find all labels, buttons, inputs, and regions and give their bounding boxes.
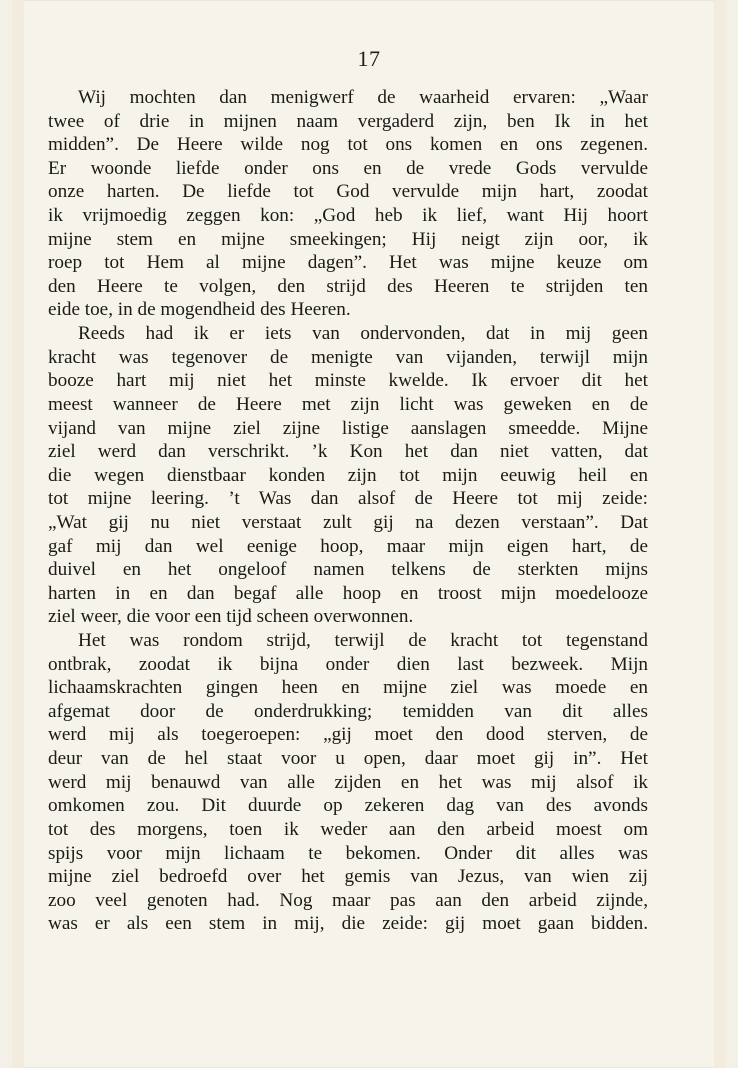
text-line: meest wanneer de Heere met zijn licht was geweken en de [48, 393, 648, 415]
text-line: zoo veel genoten had. Nog maar pas aan den arbeid zijnde, [48, 889, 648, 911]
text-line: vijand van mijne ziel zijne listige aanslagen smeedde. Mijne [48, 417, 648, 439]
page-number: 17 [357, 46, 381, 71]
book-page [12, 0, 726, 1068]
text-line: Reeds had ik er iets van ondervonden, dat in mij geen [78, 323, 648, 345]
text-line: ziel werd dan verschrikt. ’k Kon het dan niet vatten, dat [48, 441, 648, 463]
text-line: mijne stem en mijne smeekingen; Hij neigt zijn oor, ik [48, 228, 648, 250]
text-line: onze harten. De liefde tot God vervulde mijn hart, zoodat [48, 181, 648, 203]
text-line: spijs voor mijn lichaam te bekomen. Onder dit alles was [48, 842, 648, 864]
text-line: tot mijne leering. ’t Was dan alsof de Heere tot mij zeide: [48, 488, 648, 510]
page-right-edge [714, 0, 726, 1068]
text-line: Er woonde liefde onder ons en de vrede Gods vervulde [48, 157, 648, 179]
text-line: booze hart mij niet het minste kwelde. Ik ervoer dit het [48, 370, 648, 392]
text-line: tot des morgens, toen ik weder aan den arbeid moest om [48, 818, 648, 840]
text-line: duivel en het ongeloof namen telkens de sterkten mijns [48, 559, 648, 581]
text-line: ontbrak, zoodat ik bijna onder dien last bezweek. Mijn [48, 653, 648, 675]
text-line: roep tot Hem al mijne dagen”. Het was mijne keuze om [48, 252, 648, 274]
text-line: lichaamskrachten gingen heen en mijne ziel was moede en [48, 677, 648, 699]
text-line: was er als een stem in mij, die zeide: gij moet gaan bidden. [48, 913, 648, 935]
text-line: twee of drie in mijnen naam vergaderd zijn, ben Ik in het [48, 110, 648, 132]
text-line: gaf mij dan wel eenige hoop, maar mijn eigen hart, de [48, 535, 648, 557]
text-line: deur van de hel staat voor u open, daar moet gij in”. Het [48, 748, 648, 770]
text-line: mijne ziel bedroefd over het gemis van Jezus, van wien zij [48, 866, 648, 888]
text-line: eide toe, in de mogendheid des Heeren. [48, 299, 351, 321]
text-line: Het was rondom strijd, terwijl de kracht tot tegenstand [78, 630, 648, 652]
text-line: ziel weer, die voor een tijd scheen overwonnen. [48, 606, 414, 628]
text-line: omkomen zou. Dit duurde op zekeren dag van des avonds [48, 795, 648, 817]
text-line: die wegen dienstbaar konden zijn tot mijn eeuwig heil en [48, 464, 648, 486]
text-line: afgemat door de onderdrukking; temidden van dit alles [48, 700, 648, 722]
body-text [48, 86, 648, 936]
text-line: den Heere te volgen, den strijd des Heeren te strijden ten [48, 275, 648, 297]
text-line: kracht was tegenover de menigte van vijanden, terwijl mijn [48, 346, 648, 368]
text-line: „Wat gij nu niet verstaat zult gij na dezen verstaan”. Dat [48, 511, 648, 533]
text-line: midden”. De Heere wilde nog tot ons komen en ons zegenen. [48, 134, 648, 156]
text-line: Wij mochten dan menigwerf de waarheid ervaren: „Waar [78, 87, 648, 108]
text-line: ik vrijmoedig zeggen kon: „God heb ik lief, want Hij hoort [48, 205, 648, 227]
page-left-edge [12, 0, 24, 1068]
text-line: harten in en dan begaf alle hoop en troost mijn moedelooze [48, 582, 648, 604]
text-line: werd mij als toegeroepen: „gij moet den dood sterven, de [48, 724, 648, 746]
text-line: werd mij benauwd van alle zijden en het was mij alsof ik [48, 771, 648, 793]
